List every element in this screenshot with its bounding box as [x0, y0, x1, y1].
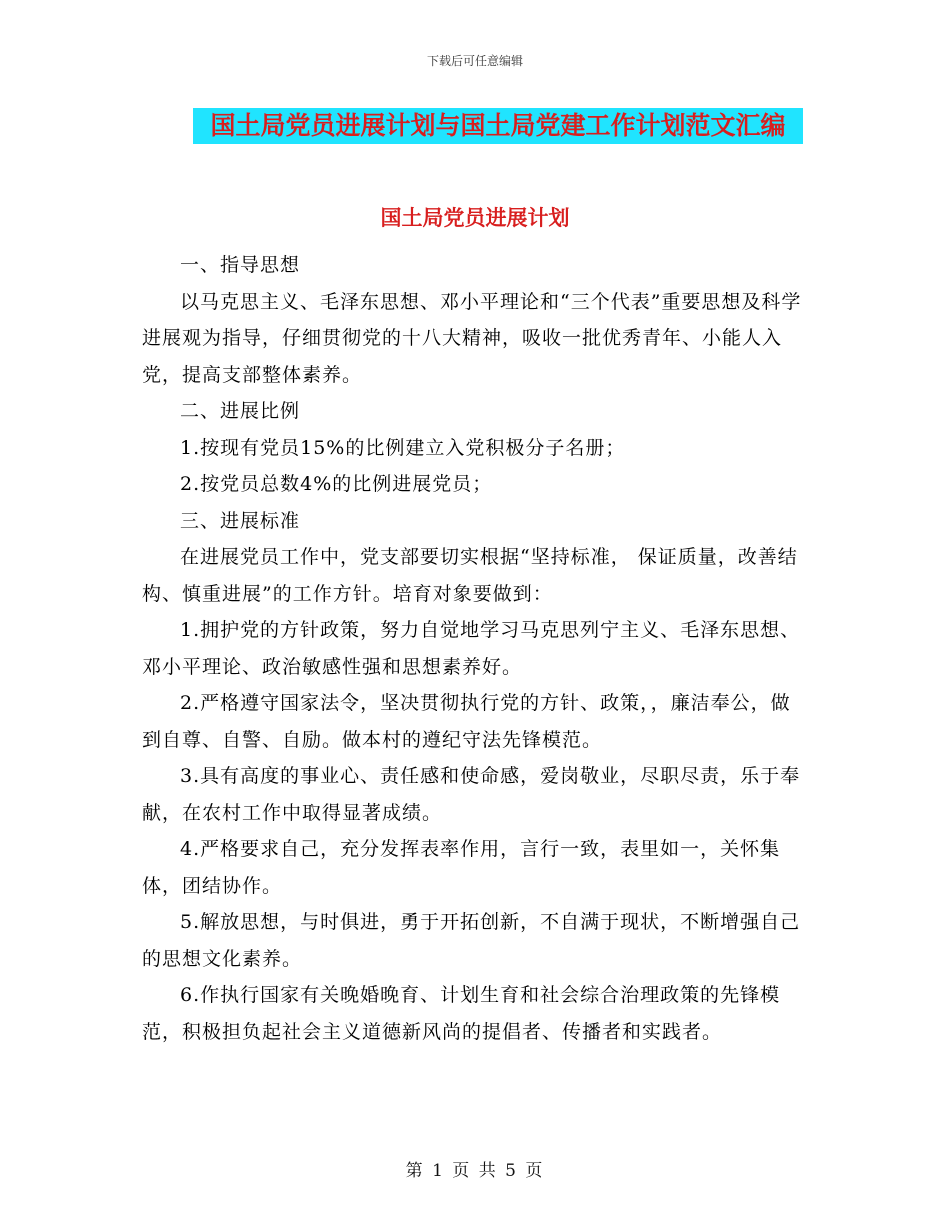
- list-item: 5.解放思想，与时俱进，勇于开拓创新，不自满于现状，不断增强自己的思想文化素养。: [142, 911, 801, 970]
- header-note: 下载后可任意编辑: [426, 54, 523, 68]
- list-item: 4.严格要求自己，充分发挥表率作用，言行一致，表里如一，关怀集体，团结协作。: [142, 838, 781, 897]
- document-body: [142, 247, 808, 1050]
- list-item: 2.严格遵守国家法令，坚决贯彻执行党的方针、政策，，廉洁奉公，做到自尊、自警、自励。做本村的遵纪守法先锋模范。: [142, 692, 791, 751]
- heading-development-standard: 三、进展标准: [180, 509, 301, 532]
- list-item: 2.按党员总数4%的比例进展党员；: [180, 473, 493, 495]
- list-item: 6.作执行国家有关晚婚晚育、计划生育和社会综合治理政策的先锋模范，积极担负起社会主义道德新风尚的提倡者、传播者和实践者。: [142, 984, 781, 1043]
- document-title: 国土局党员进展计划与国土局党建工作计划范文汇编: [193, 108, 803, 144]
- list-item: 1.拥护党的方针政策，努力自觉地学习马克思列宁主义、毛泽东思想、邓小平理论、政治敏感性强和思想素养好。: [142, 619, 801, 678]
- list-item: 3.具有高度的事业心、责任感和使命感，爱岗敬业，尽职尽责，乐于奉献，在农村工作中取得显著成绩。: [142, 765, 801, 824]
- paragraph: 以马克思主义、毛泽东思想、邓小平理论和“三个代表”重要思想及科学进展观为指导，仔细贯彻党的十八大精神，吸收一批优秀青年、小能人入党，提高支部整体素养。: [142, 290, 802, 386]
- page-footer: 第 1 页 共 5 页: [405, 1161, 545, 1181]
- heading-development-ratio: 二、进展比例: [180, 400, 301, 422]
- list-item: 1.按现有党员15%的比例建立入党积极分子名册；: [180, 436, 626, 459]
- heading-guiding-ideology: 一、指导思想: [180, 254, 301, 276]
- paragraph: 在进展党员工作中，党支部要切实根据“坚持标准， 保证质量，改善结构、慎重进展”的工作方针。培育对象要做到：: [142, 546, 798, 605]
- section-title: 国土局党员进展计划: [380, 206, 570, 230]
